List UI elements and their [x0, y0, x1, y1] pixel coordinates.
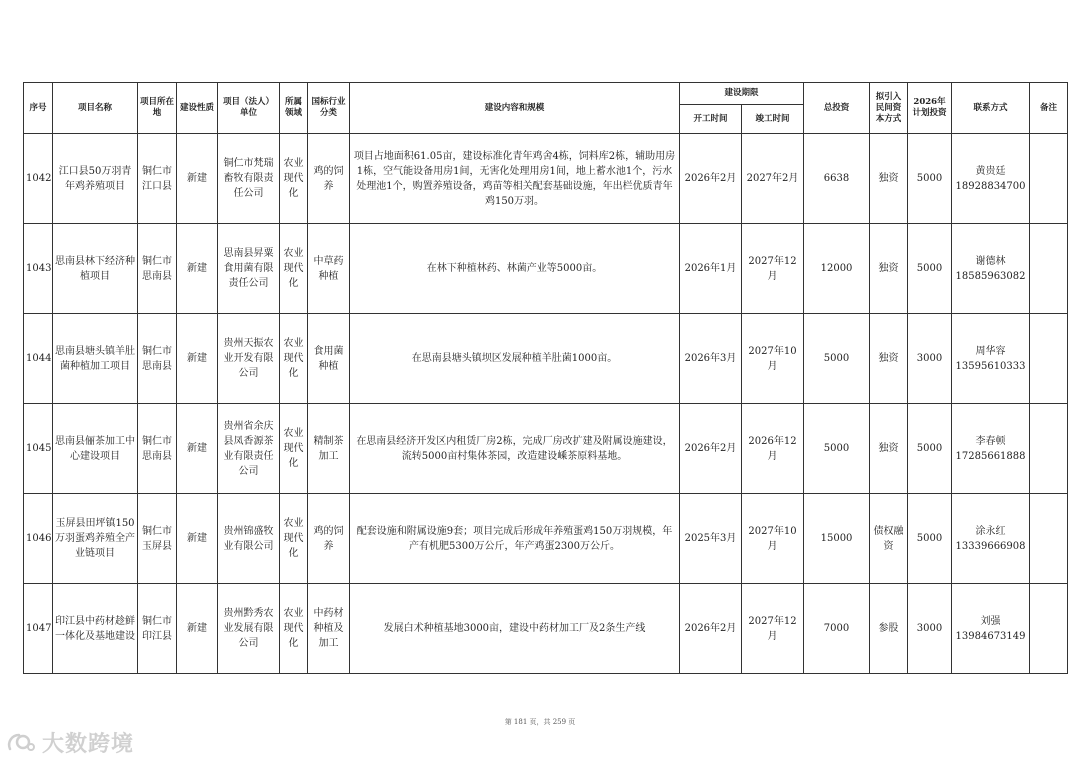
cell-unit: 铜仁市梵瑞畜牧有限责任公司	[218, 134, 280, 224]
contact-phone: 17285661888	[955, 450, 1026, 462]
cell-remark	[1030, 584, 1068, 674]
cell-end: 2027年2月	[742, 134, 804, 224]
header-location: 项目所在地	[138, 83, 177, 134]
cell-unit: 贵州天振农业开发有限公司	[218, 314, 280, 404]
header-remark: 备注	[1030, 83, 1068, 134]
cell-content: 发展白术种植基地3000亩，建设中药材加工厂及2条生产线	[350, 584, 680, 674]
header-capital: 拟引入民间资本方式	[870, 83, 908, 134]
cell-nature: 新建	[177, 314, 218, 404]
cell-contact	[952, 224, 1030, 314]
header-name: 项目名称	[53, 83, 138, 134]
contact-phone: 13984673149	[955, 630, 1026, 642]
header-plan: 2026年计划投资	[908, 83, 952, 134]
cell-start: 2026年2月	[680, 134, 742, 224]
cell-industry: 鸡的饲养	[308, 134, 350, 224]
table-row	[24, 584, 1068, 674]
cell-unit: 贵州锦盛牧业有限公司	[218, 494, 280, 584]
cell-seq: 1046	[24, 494, 53, 584]
cell-remark	[1030, 404, 1068, 494]
cell-industry: 中药材种植及加工	[308, 584, 350, 674]
contact-name: 李春顿	[975, 435, 1006, 447]
cell-name: 思南县俪茶加工中心建设项目	[53, 404, 138, 494]
cell-start: 2025年3月	[680, 494, 742, 584]
cell-start: 2026年2月	[680, 404, 742, 494]
cell-remark	[1030, 494, 1068, 584]
cell-capital: 参股	[870, 584, 908, 674]
cell-contact	[952, 134, 1030, 224]
cell-start: 2026年3月	[680, 314, 742, 404]
cell-nature: 新建	[177, 224, 218, 314]
cell-content: 在思南县塘头镇坝区发展种植羊肚菌1000亩。	[350, 314, 680, 404]
brand-logo-icon	[6, 732, 36, 754]
cell-end: 2027年10月	[742, 314, 804, 404]
cell-field: 农业现代化	[280, 494, 308, 584]
cell-contact	[952, 584, 1030, 674]
contact-name: 周华容	[975, 345, 1006, 357]
cell-field: 农业现代化	[280, 224, 308, 314]
cell-plan: 5000	[908, 224, 952, 314]
table-header	[24, 83, 1068, 134]
cell-plan: 5000	[908, 404, 952, 494]
cell-unit: 贵州省余庆县凤香源茶业有限责任公司	[218, 404, 280, 494]
cell-invest: 5000	[804, 314, 870, 404]
cell-end: 2027年12月	[742, 224, 804, 314]
header-invest: 总投资	[804, 83, 870, 134]
contact-name: 刘强	[980, 615, 1001, 627]
cell-contact	[952, 494, 1030, 584]
header-field: 所属领域	[280, 83, 308, 134]
cell-end: 2026年12月	[742, 404, 804, 494]
cell-end: 2027年10月	[742, 494, 804, 584]
cell-nature: 新建	[177, 494, 218, 584]
contact-name: 谢德林	[975, 255, 1006, 267]
cell-location: 铜仁市印江县	[138, 584, 177, 674]
header-industry: 国标行业分类	[308, 83, 350, 134]
cell-content: 在林下种植林药、林菌产业等5000亩。	[350, 224, 680, 314]
cell-name: 玉屏县田坪镇150万羽蛋鸡养殖全产业链项目	[53, 494, 138, 584]
project-table	[23, 82, 1068, 674]
cell-industry: 中草药种植	[308, 224, 350, 314]
cell-field: 农业现代化	[280, 404, 308, 494]
cell-field: 农业现代化	[280, 134, 308, 224]
header-start: 开工时间	[680, 105, 742, 134]
header-contact: 联系方式	[952, 83, 1030, 134]
cell-invest: 6638	[804, 134, 870, 224]
cell-unit: 贵州黔秀农业发展有限公司	[218, 584, 280, 674]
cell-invest: 7000	[804, 584, 870, 674]
cell-remark	[1030, 134, 1068, 224]
cell-field: 农业现代化	[280, 314, 308, 404]
cell-location: 铜仁市思南县	[138, 314, 177, 404]
contact-phone: 18928834700	[955, 180, 1026, 192]
cell-nature: 新建	[177, 584, 218, 674]
cell-remark	[1030, 314, 1068, 404]
cell-start: 2026年1月	[680, 224, 742, 314]
cell-location: 铜仁市思南县	[138, 224, 177, 314]
cell-content: 在思南县经济开发区内租赁厂房2栋，完成厂房改扩建及附属设施建设，流转5000亩村集体茶园，改造建设嵊茶原料基地。	[350, 404, 680, 494]
cell-end: 2027年12月	[742, 584, 804, 674]
table-row	[24, 134, 1068, 224]
contact-phone: 13595610333	[955, 360, 1026, 372]
header-end: 竣工时间	[742, 105, 804, 134]
watermark	[6, 727, 134, 758]
cell-seq: 1043	[24, 224, 53, 314]
cell-field: 农业现代化	[280, 584, 308, 674]
cell-name: 思南县塘头镇羊肚菌种植加工项目	[53, 314, 138, 404]
cell-plan: 5000	[908, 134, 952, 224]
cell-nature: 新建	[177, 404, 218, 494]
cell-seq: 1044	[24, 314, 53, 404]
header-nature: 建设性质	[177, 83, 218, 134]
cell-invest: 5000	[804, 404, 870, 494]
cell-seq: 1047	[24, 584, 53, 674]
cell-content: 项目占地面积61.05亩，建设标准化青年鸡舍4栋，饲料库2栋，辅助用房1栋，空气能设备用房1间，无害化处理用房1间，地上蓄水池1个，污水处理池1个，购置养殖设备，鸡苗等相关配套基础设施，年出栏优质青年鸡150万羽。	[350, 134, 680, 224]
cell-seq: 1045	[24, 404, 53, 494]
cell-seq: 1042	[24, 134, 53, 224]
cell-industry: 精制茶加工	[308, 404, 350, 494]
cell-capital: 独资	[870, 134, 908, 224]
table-row	[24, 314, 1068, 404]
cell-plan: 5000	[908, 494, 952, 584]
cell-plan: 3000	[908, 584, 952, 674]
table-row	[24, 224, 1068, 314]
contact-phone: 18585963082	[955, 270, 1026, 282]
header-content: 建设内容和规模	[350, 83, 680, 134]
table-row	[24, 494, 1068, 584]
header-seq: 序号	[24, 83, 53, 134]
cell-name: 思南县林下经济种植项目	[53, 224, 138, 314]
cell-nature: 新建	[177, 134, 218, 224]
watermark-text: 大数跨境	[42, 732, 135, 757]
cell-start: 2026年2月	[680, 584, 742, 674]
cell-contact	[952, 404, 1030, 494]
page-footer: 第 181 页，共 259 页	[504, 718, 576, 726]
cell-contact	[952, 314, 1030, 404]
cell-name: 印江县中药材趁鲜一体化及基地建设	[53, 584, 138, 674]
cell-content: 配套设施和附属设施9套；项目完成后形成年养殖蛋鸡150万羽规模，年产有机肥5300万公斤，年产鸡蛋2300万公斤。	[350, 494, 680, 584]
contact-phone: 13339666908	[955, 540, 1026, 552]
header-unit: 项目（法人）单位	[218, 83, 280, 134]
cell-capital: 独资	[870, 404, 908, 494]
contact-name: 涂永红	[975, 525, 1006, 537]
cell-invest: 15000	[804, 494, 870, 584]
cell-location: 铜仁市江口县	[138, 134, 177, 224]
cell-location: 铜仁市思南县	[138, 404, 177, 494]
contact-name: 黄贵廷	[975, 165, 1006, 177]
cell-industry: 鸡的饲养	[308, 494, 350, 584]
cell-remark	[1030, 224, 1068, 314]
cell-industry: 食用菌种植	[308, 314, 350, 404]
cell-name: 江口县50万羽青年鸡养殖项目	[53, 134, 138, 224]
cell-capital: 独资	[870, 314, 908, 404]
cell-invest: 12000	[804, 224, 870, 314]
cell-unit: 思南县昇粟食用菌有限责任公司	[218, 224, 280, 314]
header-period: 建设期限	[680, 83, 804, 105]
cell-capital: 独资	[870, 224, 908, 314]
cell-capital: 债权融资	[870, 494, 908, 584]
cell-plan: 3000	[908, 314, 952, 404]
table-row	[24, 404, 1068, 494]
cell-location: 铜仁市玉屏县	[138, 494, 177, 584]
